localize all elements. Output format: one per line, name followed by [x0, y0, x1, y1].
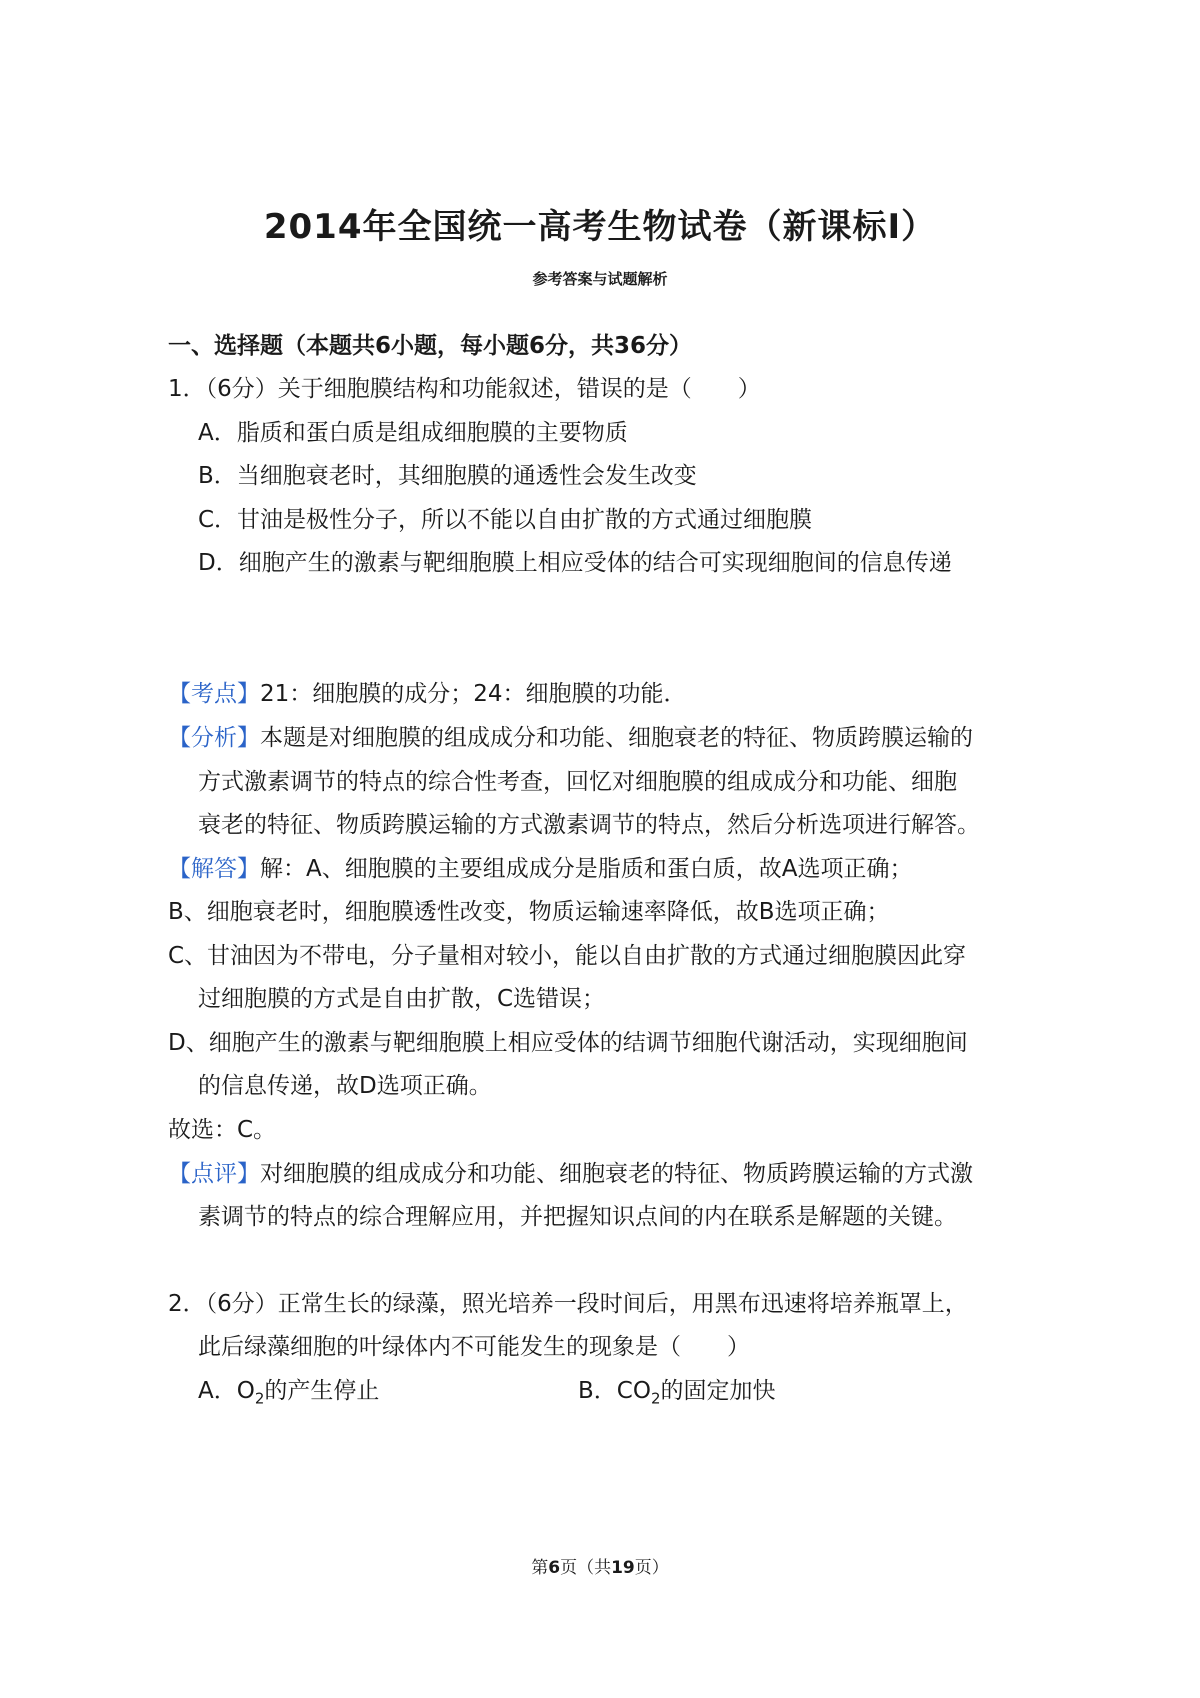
question-1-option-d: D．细胞产生的激素与靶细胞膜上相应受体的结合可实现细胞间的信息传递 [198, 550, 952, 576]
question-2-stem-1: 2．（6分）正常生长的绿藻，照光培养一段时间后，用黑布迅速将培养瓶罩上， [168, 1291, 968, 1317]
page-subtitle: 参考答案与试题解析 [532, 270, 668, 288]
question-1-option-b: B．当细胞衰老时，其细胞膜的通透性会发生改变 [198, 463, 697, 489]
question-1-stem: 1．（6分）关于细胞膜结构和功能叙述，错误的是（ ） [168, 376, 761, 402]
option-b-suffix: 的固定加快 [660, 1378, 776, 1404]
option-b-prefix: B．CO [578, 1378, 651, 1404]
footer-total-pages: 19 [611, 1558, 635, 1578]
option-b-subscript: 2 [650, 1389, 661, 1408]
jieda-line-d2: 的信息传递，故D选项正确。 [198, 1073, 492, 1099]
dianping-line-2: 素调节的特点的综合理解应用，并把握知识点间的内在联系是解题的关键。 [198, 1204, 957, 1230]
page-footer [0, 1555, 1200, 1581]
option-a-subscript: 2 [254, 1389, 265, 1408]
footer-post: 页） [634, 1558, 669, 1578]
kaodian-text: 21：细胞膜的成分；24：细胞膜的功能． [260, 681, 687, 707]
dianping-tag: 【点评】 [168, 1161, 260, 1187]
fenxi-text-1: 本题是对细胞膜的组成成分和功能、细胞衰老的特征、物质跨膜运输的 [260, 725, 973, 751]
question-2-option-a [198, 1374, 379, 1408]
fenxi-line-2: 方式激素调节的特点的综合性考查，回忆对细胞膜的组成成分和功能、细胞 [198, 769, 957, 795]
question-1-option-a: A．脂质和蛋白质是组成细胞膜的主要物质 [198, 420, 628, 446]
jieda-text-1: 解：A、细胞膜的主要组成成分是脂质和蛋白质，故A选项正确； [260, 856, 913, 882]
jieda-line-c1: C、甘油因为不带电，分子量相对较小，能以自由扩散的方式通过细胞膜因此穿 [168, 943, 967, 969]
option-a-prefix: A．O [198, 1378, 255, 1404]
fenxi-tag: 【分析】 [168, 725, 260, 751]
footer-page-number: 6 [548, 1558, 561, 1578]
section-heading: 一、选择题（本题共6小题，每小题6分，共36分） [168, 333, 693, 359]
jieda-line-d1: D、细胞产生的激素与靶细胞膜上相应受体的结调节细胞代谢活动，实现细胞间 [168, 1030, 968, 1056]
fenxi-line-3: 衰老的特征、物质跨膜运输的方式激素调节的特点，然后分析选项进行解答。 [198, 812, 980, 838]
footer-mid: 页（共 [560, 1558, 612, 1578]
jieda-line-c2: 过细胞膜的方式是自由扩散，C选错误； [198, 986, 606, 1012]
dianping-line-1 [168, 1157, 973, 1191]
jieda-tag: 【解答】 [168, 856, 260, 882]
page-title: 2014年全国统一高考生物试卷（新课标Ⅰ） [263, 207, 937, 247]
question-1-option-c: C．甘油是极性分子，所以不能以自由扩散的方式通过细胞膜 [198, 507, 813, 533]
option-a-suffix: 的产生停止 [264, 1378, 380, 1404]
kaodian-tag: 【考点】 [168, 681, 260, 707]
question-2-option-b [578, 1374, 776, 1408]
answer-line: 故选：C。 [168, 1117, 277, 1143]
jieda-line-b: B、细胞衰老时，细胞膜透性改变，物质运输速率降低，故B选项正确； [168, 899, 890, 925]
jieda-line-1 [168, 852, 912, 886]
footer-pre: 第 [531, 1558, 549, 1578]
dianping-text-1: 对细胞膜的组成成分和功能、细胞衰老的特征、物质跨膜运输的方式激 [260, 1161, 973, 1187]
fenxi-line-1 [168, 721, 973, 755]
kaodian-line [168, 677, 687, 711]
question-2-stem-2: 此后绿藻细胞的叶绿体内不可能发生的现象是（ ） [198, 1334, 750, 1360]
